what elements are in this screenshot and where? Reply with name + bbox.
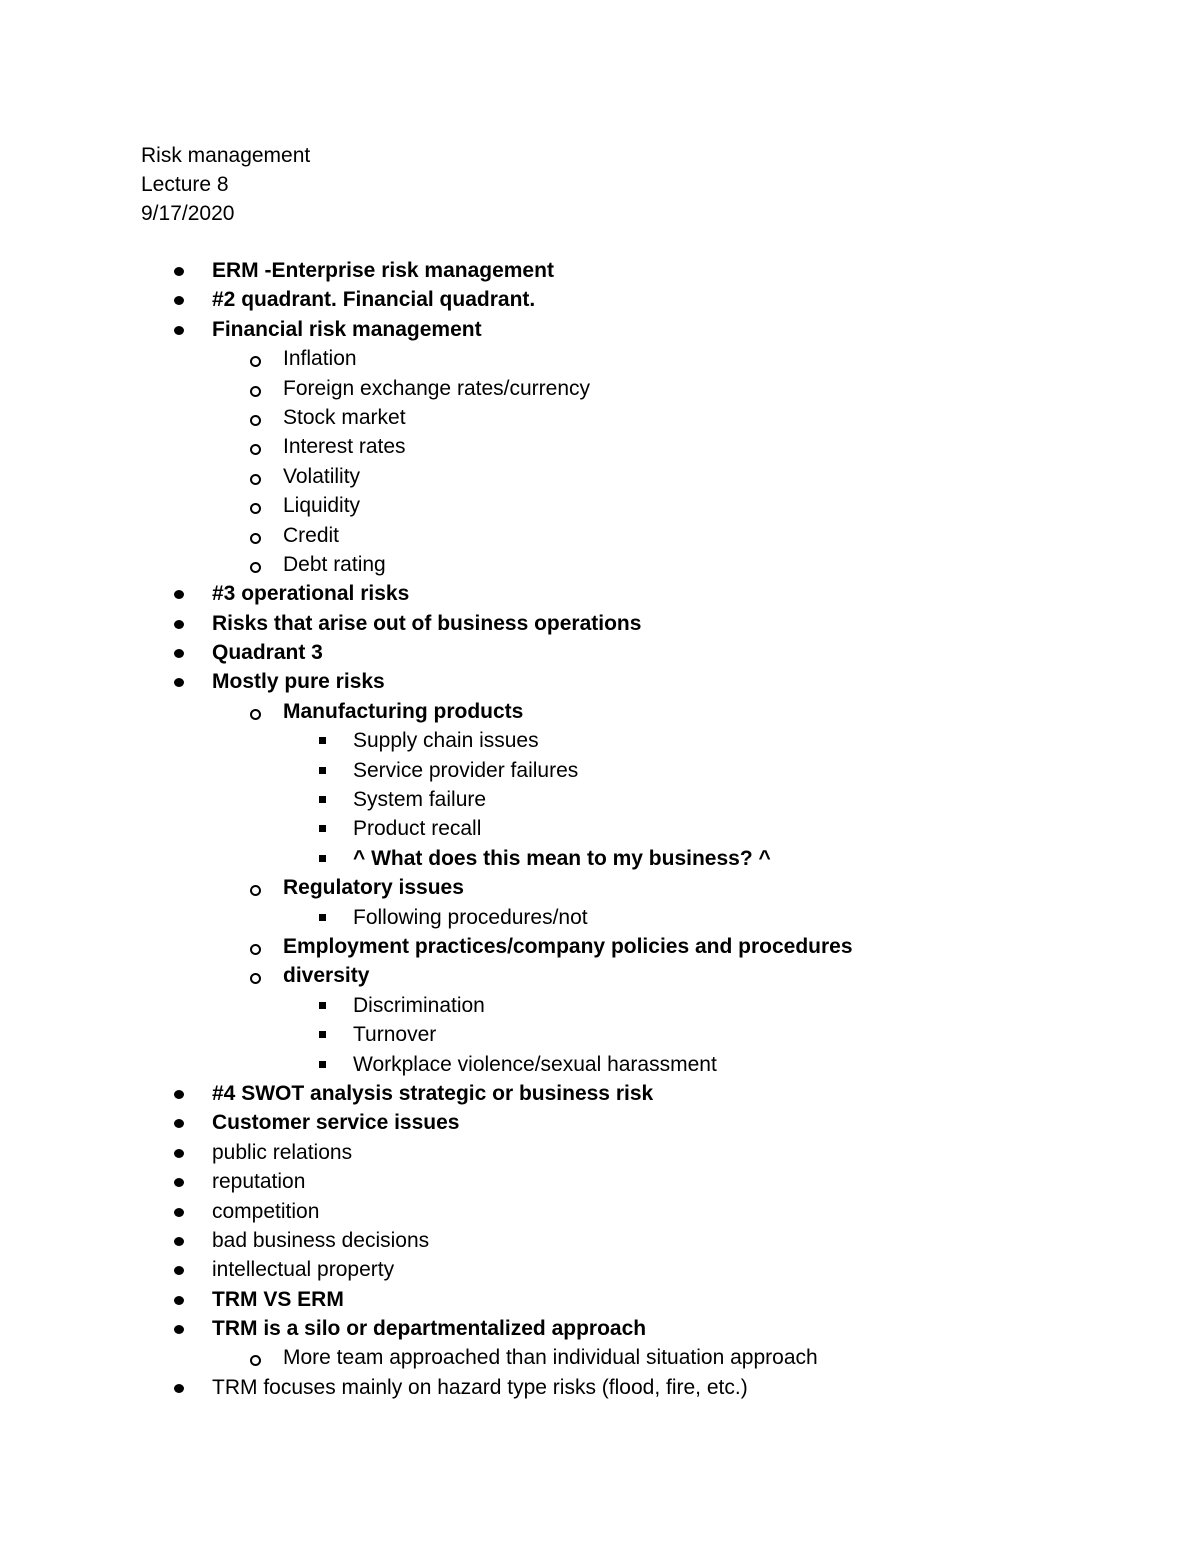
- square-bullet-icon: [319, 855, 326, 862]
- square-bullet-icon: [319, 1061, 326, 1068]
- list-item-text: More team approached than individual situation approach: [283, 1346, 818, 1370]
- list-item-text: bad business decisions: [212, 1228, 430, 1252]
- document-title: Risk management: [141, 144, 311, 167]
- list-item-level-2: [0, 403, 1200, 432]
- filled-bullet-icon: [174, 678, 184, 687]
- list-item-level-2: [0, 697, 1200, 726]
- list-item-level-1: [0, 1197, 1200, 1226]
- filled-bullet-icon: [174, 296, 184, 305]
- square-bullet-icon: [319, 737, 326, 744]
- list-item-level-2: [0, 462, 1200, 491]
- hollow-circle-bullet-icon: [250, 562, 261, 573]
- hollow-circle-bullet-icon: [250, 944, 261, 955]
- square-bullet-icon: [319, 914, 326, 921]
- list-item-level-1: [0, 579, 1200, 608]
- filled-bullet-icon: [174, 267, 184, 276]
- list-item-level-2: [0, 550, 1200, 579]
- list-item-level-1: [0, 256, 1200, 285]
- list-item-text: Stock market: [283, 405, 406, 429]
- list-item-text: Discrimination: [353, 993, 485, 1017]
- list-item-text: #2 quadrant. Financial quadrant.: [212, 288, 536, 312]
- list-item-level-3: [0, 1050, 1200, 1079]
- list-item-level-1: [0, 609, 1200, 638]
- list-item-level-1: [0, 1314, 1200, 1343]
- square-bullet-icon: [319, 796, 326, 803]
- filled-bullet-icon: [174, 1384, 184, 1393]
- filled-bullet-icon: [174, 1296, 184, 1305]
- list-item-text: competition: [212, 1199, 320, 1223]
- list-item-text: Financial risk management: [212, 317, 482, 341]
- hollow-circle-bullet-icon: [250, 503, 261, 514]
- list-item-text: #3 operational risks: [212, 582, 410, 606]
- filled-bullet-icon: [174, 620, 184, 629]
- list-item-level-3: [0, 814, 1200, 843]
- bullet-list: [0, 256, 1200, 1402]
- list-item-level-1: [0, 638, 1200, 667]
- square-bullet-icon: [319, 1002, 326, 1009]
- filled-bullet-icon: [174, 1119, 184, 1128]
- list-item-level-2: [0, 873, 1200, 902]
- filled-bullet-icon: [174, 1178, 184, 1187]
- filled-bullet-icon: [174, 326, 184, 335]
- list-item-level-2: [0, 1343, 1200, 1372]
- list-item-text: ^ What does this mean to my business? ^: [353, 846, 771, 870]
- filled-bullet-icon: [174, 649, 184, 658]
- list-item-text: reputation: [212, 1170, 306, 1194]
- square-bullet-icon: [319, 1031, 326, 1038]
- list-item-level-2: [0, 961, 1200, 990]
- list-item-level-1: [0, 1108, 1200, 1137]
- hollow-circle-bullet-icon: [250, 415, 261, 426]
- hollow-circle-bullet-icon: [250, 356, 261, 367]
- list-item-level-1: [0, 1167, 1200, 1196]
- list-item-text: Customer service issues: [212, 1111, 460, 1135]
- filled-bullet-icon: [174, 1325, 184, 1334]
- list-item-text: Supply chain issues: [353, 729, 539, 753]
- list-item-text: Risks that arise out of business operations: [212, 611, 642, 635]
- list-item-level-3: [0, 903, 1200, 932]
- list-item-level-3: [0, 844, 1200, 873]
- list-item-level-2: [0, 432, 1200, 461]
- list-item-text: Mostly pure risks: [212, 670, 385, 694]
- list-item-level-1: [0, 1138, 1200, 1167]
- list-item-level-2: [0, 521, 1200, 550]
- filled-bullet-icon: [174, 590, 184, 599]
- list-item-text: Manufacturing products: [283, 699, 524, 723]
- list-item-level-2: [0, 491, 1200, 520]
- hollow-circle-bullet-icon: [250, 973, 261, 984]
- list-item-text: Product recall: [353, 817, 482, 841]
- list-item-level-3: [0, 785, 1200, 814]
- list-item-text: diversity: [283, 964, 370, 988]
- list-item-level-2: [0, 932, 1200, 961]
- list-item-text: Inflation: [283, 347, 357, 371]
- filled-bullet-icon: [174, 1237, 184, 1246]
- list-item-level-1: [0, 667, 1200, 696]
- list-item-text: Interest rates: [283, 435, 406, 459]
- filled-bullet-icon: [174, 1149, 184, 1158]
- lecture-number: Lecture 8: [141, 173, 229, 196]
- list-item-text: TRM focuses mainly on hazard type risks (flood, fire, etc.): [212, 1375, 748, 1399]
- filled-bullet-icon: [174, 1090, 184, 1099]
- hollow-circle-bullet-icon: [250, 386, 261, 397]
- list-item-text: ERM -Enterprise risk management: [212, 259, 554, 282]
- filled-bullet-icon: [174, 1208, 184, 1217]
- list-item-text: intellectual property: [212, 1258, 395, 1282]
- list-item-level-3: [0, 991, 1200, 1020]
- list-item-text: Workplace violence/sexual harassment: [353, 1052, 717, 1076]
- square-bullet-icon: [319, 825, 326, 832]
- document-header: [141, 141, 310, 228]
- list-item-level-2: [0, 344, 1200, 373]
- list-item-level-1: [0, 285, 1200, 314]
- list-item-level-1: [0, 1079, 1200, 1108]
- list-item-text: Service provider failures: [353, 758, 579, 782]
- lecture-date: 9/17/2020: [141, 202, 235, 225]
- list-item-text: Following procedures/not: [353, 905, 588, 929]
- hollow-circle-bullet-icon: [250, 533, 261, 544]
- list-item-level-1: [0, 1255, 1200, 1284]
- list-item-text: Regulatory issues: [283, 876, 464, 900]
- list-item-level-3: [0, 726, 1200, 755]
- list-item-level-3: [0, 756, 1200, 785]
- list-item-level-1: [0, 315, 1200, 344]
- list-item-text: Debt rating: [283, 552, 386, 576]
- hollow-circle-bullet-icon: [250, 1355, 261, 1366]
- list-item-level-1: [0, 1285, 1200, 1314]
- list-item-level-1: [0, 1373, 1200, 1402]
- list-item-text: Credit: [283, 523, 340, 547]
- list-item-text: System failure: [353, 788, 487, 812]
- hollow-circle-bullet-icon: [250, 474, 261, 485]
- list-item-text: public relations: [212, 1140, 353, 1164]
- list-item-text: TRM VS ERM: [212, 1287, 344, 1311]
- list-item-level-2: [0, 374, 1200, 403]
- hollow-circle-bullet-icon: [250, 709, 261, 720]
- list-item-text: Turnover: [353, 1023, 437, 1047]
- list-item-text: Foreign exchange rates/currency: [283, 376, 590, 400]
- list-item-text: Liquidity: [283, 494, 361, 518]
- hollow-circle-bullet-icon: [250, 444, 261, 455]
- list-item-text: Quadrant 3: [212, 641, 323, 665]
- list-item-level-1: [0, 1226, 1200, 1255]
- list-item-text: #4 SWOT analysis strategic or business risk: [212, 1081, 654, 1105]
- list-item-text: Employment practices/company policies and procedures: [283, 934, 853, 958]
- filled-bullet-icon: [174, 1266, 184, 1275]
- list-item-text: Volatility: [283, 464, 361, 488]
- square-bullet-icon: [319, 767, 326, 774]
- list-item-level-3: [0, 1020, 1200, 1049]
- hollow-circle-bullet-icon: [250, 885, 261, 896]
- list-item-text: TRM is a silo or departmentalized approach: [212, 1317, 647, 1341]
